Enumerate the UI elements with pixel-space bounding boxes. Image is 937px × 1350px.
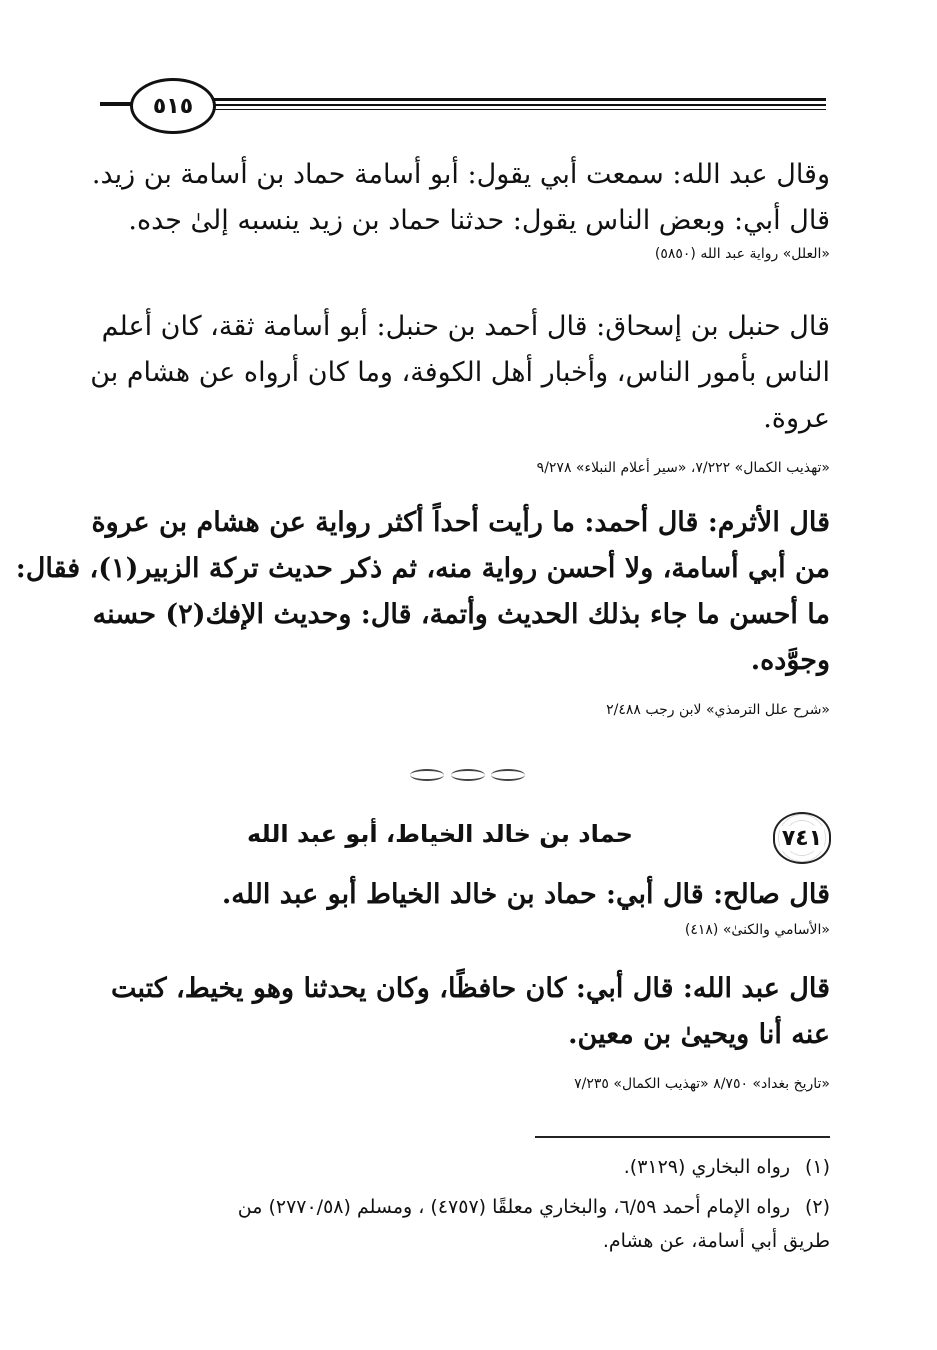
text-line: عنه أنا ويحيىٰ بن معين. <box>568 1019 830 1050</box>
text-line: ما أحسن ما جاء بذلك الحديث وأتمة، قال: وحديث الإفك(٢) حسنه <box>92 599 830 630</box>
entry-section-1 <box>105 872 830 938</box>
header-rule-left <box>100 102 132 106</box>
entry-section-2 <box>105 966 830 1092</box>
footnote-text: رواه البخاري (٣١٢٩). <box>623 1156 790 1178</box>
text-line: وقال عبد الله: سمعت أبي يقول: أبو أسامة حماد بن أسامة بن زيد. <box>91 159 830 190</box>
section-2 <box>90 304 830 476</box>
ornament-glyph <box>410 769 444 781</box>
text-line: قال أبي: وبعض الناس يقول: حدثنا حماد بن زيد ينسبه إلىٰ جده. <box>128 205 830 236</box>
entry-title: حماد بن خالد الخياط، أبو عبد الله <box>247 820 633 848</box>
footnote-2 <box>105 1190 830 1258</box>
text-line: الناس بأمور الناس، وأخبار أهل الكوفة، وما كان أرواه عن هشام بن <box>90 357 830 388</box>
header-rule <box>170 104 826 106</box>
section-3 <box>15 500 830 718</box>
footnote-text: رواه الإمام أحمد ٦/٥٩، والبخاري معلقًا (٤٧٥٧) ، ومسلم (٢٧٧٠/٥٨) من <box>237 1196 790 1218</box>
footnote-text-continued: طريق أبي أسامة، عن هشام. <box>602 1230 830 1252</box>
footnote-1 <box>105 1150 830 1184</box>
text-line: قال عبد الله: قال أبي: كان حافظًا، وكان يحدثنا وهو يخيط، كتبت <box>110 973 830 1004</box>
text-line: من أبي أسامة، ولا أحسن رواية منه، ثم ذكر حديث تركة الزبير(١)، فقال: <box>15 553 830 584</box>
page-number: ٥١٥ <box>152 93 194 119</box>
footnote-number: (١) <box>804 1156 830 1178</box>
source-citation: «شرح علل الترمذي» لابن رجب ٢/٤٨٨ <box>606 702 830 718</box>
text-line: قال حنبل بن إسحاق: قال أحمد بن حنبل: أبو أسامة ثقة، كان أعلم <box>101 311 830 342</box>
text-line: قال صالح: قال أبي: حماد بن خالد الخياط أبو عبد الله. <box>221 879 830 910</box>
ornament-glyph <box>451 769 485 781</box>
text-line: عروة. <box>763 403 830 434</box>
source-citation: «تاريخ بغداد» ٨/٧٥٠ «تهذيب الكمال» ٧/٢٣٥ <box>574 1076 830 1092</box>
page-number-badge <box>130 78 216 134</box>
source-citation: «الأسامي والكنىٰ» (٤١٨) <box>684 922 830 938</box>
header-rule <box>170 98 826 101</box>
entry-number-badge <box>773 812 831 864</box>
ornament-glyph <box>491 769 525 781</box>
footnote-number: (٢) <box>804 1196 830 1218</box>
section-1 <box>91 152 830 262</box>
source-citation: «العلل» رواية عبد الله (٥٨٥٠) <box>654 246 830 262</box>
text-line: قال الأثرم: قال أحمد: ما رأيت أحداً أكثر رواية عن هشام بن عروة <box>91 507 830 538</box>
source-citation: «تهذيب الكمال» ٧/٢٢٢، «سير أعلام النبلاء» ٩/٢٧٨ <box>536 460 830 476</box>
section-divider-ornament <box>410 768 525 782</box>
entry-number: ٧٤١ <box>781 825 823 851</box>
footnote-separator <box>535 1136 830 1138</box>
page-header <box>100 76 826 132</box>
text-line: وجوَّده. <box>750 645 830 676</box>
header-rule <box>170 109 826 110</box>
